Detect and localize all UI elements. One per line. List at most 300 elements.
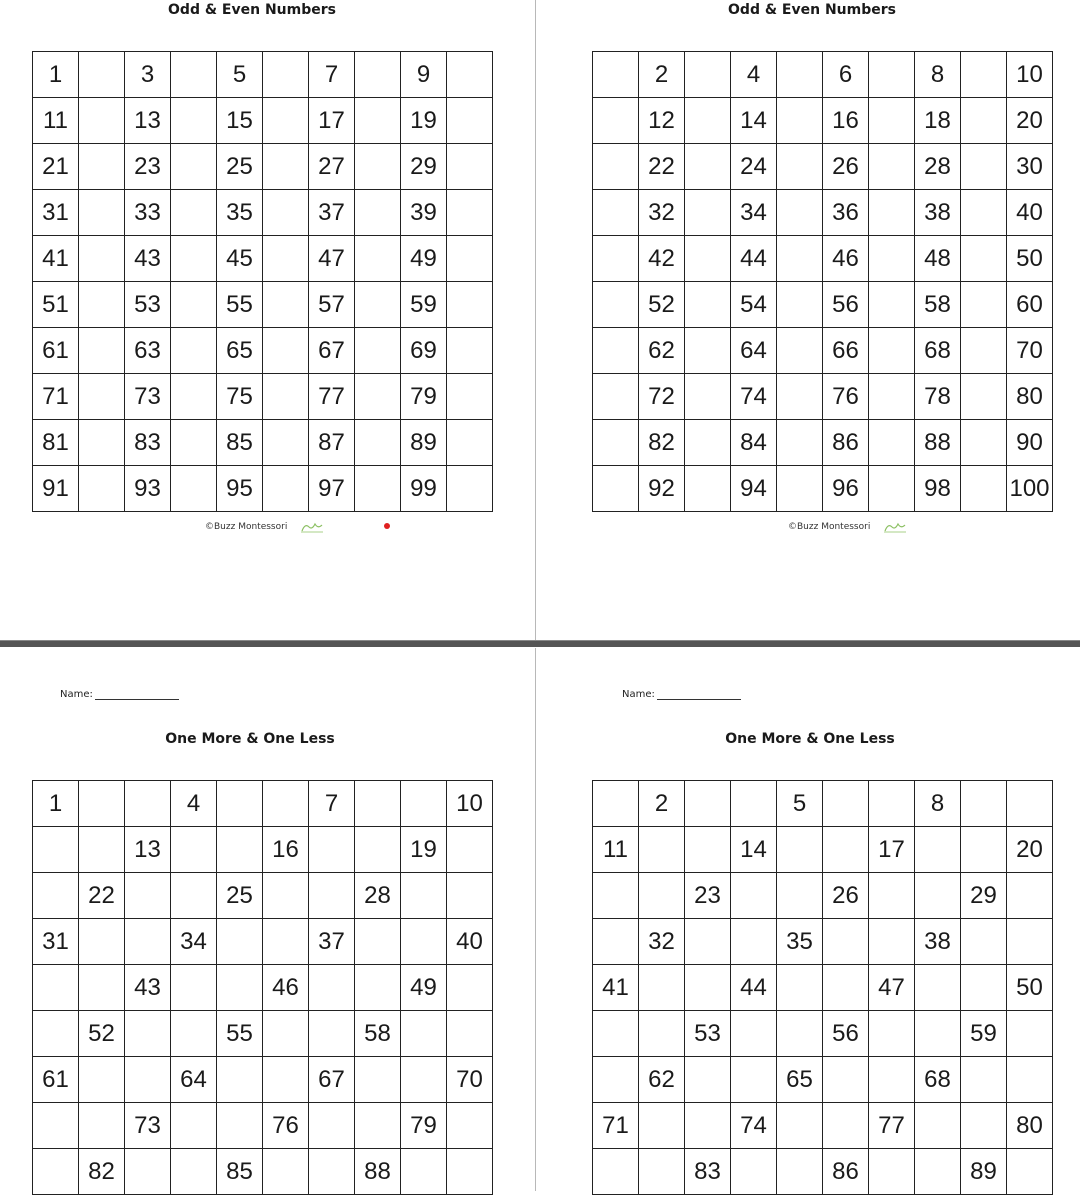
blank-cell: [869, 282, 915, 328]
blank-cell: [79, 827, 125, 873]
blank-cell: [217, 919, 263, 965]
number-cell: 56: [823, 1011, 869, 1057]
number-cell: 7: [309, 52, 355, 98]
blank-cell: [79, 374, 125, 420]
blank-cell: [171, 282, 217, 328]
number-cell: 28: [915, 144, 961, 190]
number-cell: 43: [125, 965, 171, 1011]
number-cell: 82: [639, 420, 685, 466]
blank-cell: [447, 420, 493, 466]
number-cell: 52: [79, 1011, 125, 1057]
blank-cell: [869, 1011, 915, 1057]
number-cell: 61: [33, 328, 79, 374]
blank-cell: [639, 827, 685, 873]
blank-cell: [355, 374, 401, 420]
number-cell: 1: [33, 781, 79, 827]
number-cell: 73: [125, 374, 171, 420]
number-cell: 34: [171, 919, 217, 965]
blank-cell: [869, 1149, 915, 1195]
page-divider-vertical-lower: [535, 648, 536, 1191]
number-cell: 64: [731, 328, 777, 374]
number-cell: 67: [309, 1057, 355, 1103]
number-cell: 32: [639, 919, 685, 965]
blank-cell: [731, 1011, 777, 1057]
blank-cell: [685, 190, 731, 236]
number-cell: 79: [401, 374, 447, 420]
blank-cell: [777, 420, 823, 466]
number-cell: 79: [401, 1103, 447, 1149]
blank-cell: [639, 1011, 685, 1057]
blank-cell: [263, 98, 309, 144]
number-cell: 74: [731, 374, 777, 420]
number-cell: 90: [1007, 420, 1053, 466]
number-cell: 40: [447, 919, 493, 965]
blank-cell: [263, 781, 309, 827]
blank-cell: [447, 466, 493, 512]
number-cell: 16: [823, 98, 869, 144]
one-more-one-less-grid-right: [592, 780, 1053, 1195]
blank-cell: [869, 781, 915, 827]
blank-cell: [447, 236, 493, 282]
blank-cell: [685, 1103, 731, 1149]
blank-cell: [171, 466, 217, 512]
blank-cell: [593, 328, 639, 374]
blank-cell: [869, 328, 915, 374]
blank-cell: [593, 236, 639, 282]
number-cell: 19: [401, 827, 447, 873]
number-cell: 17: [309, 98, 355, 144]
number-cell: 26: [823, 144, 869, 190]
blank-cell: [777, 466, 823, 512]
blank-cell: [685, 374, 731, 420]
blank-cell: [171, 374, 217, 420]
number-cell: 77: [869, 1103, 915, 1149]
blank-cell: [355, 466, 401, 512]
blank-cell: [355, 1057, 401, 1103]
blank-cell: [915, 965, 961, 1011]
name-blank-line: [95, 691, 179, 700]
number-cell: 80: [1007, 1103, 1053, 1149]
number-cell: 97: [309, 466, 355, 512]
blank-cell: [447, 374, 493, 420]
blank-cell: [961, 98, 1007, 144]
blank-cell: [447, 190, 493, 236]
number-cell: 47: [869, 965, 915, 1011]
number-cell: 44: [731, 965, 777, 1011]
blank-cell: [685, 328, 731, 374]
blank-cell: [869, 1057, 915, 1103]
number-cell: 88: [915, 420, 961, 466]
blank-cell: [639, 1149, 685, 1195]
number-cell: 70: [447, 1057, 493, 1103]
blank-cell: [777, 144, 823, 190]
blank-cell: [869, 374, 915, 420]
number-cell: 82: [79, 1149, 125, 1195]
number-cell: 39: [401, 190, 447, 236]
blank-cell: [593, 919, 639, 965]
blank-cell: [309, 965, 355, 1011]
credit-left: [205, 521, 325, 533]
odd-numbers-grid: [32, 51, 493, 512]
blank-cell: [685, 1057, 731, 1103]
number-cell: 86: [823, 1149, 869, 1195]
number-cell: 40: [1007, 190, 1053, 236]
number-cell: 13: [125, 98, 171, 144]
number-cell: 65: [217, 328, 263, 374]
blank-cell: [217, 1103, 263, 1149]
number-cell: 8: [915, 52, 961, 98]
blank-cell: [777, 190, 823, 236]
blank-cell: [79, 144, 125, 190]
number-cell: 7: [309, 781, 355, 827]
blank-cell: [401, 1057, 447, 1103]
blank-cell: [593, 190, 639, 236]
blank-cell: [869, 190, 915, 236]
blank-cell: [1007, 781, 1053, 827]
number-cell: 22: [79, 873, 125, 919]
number-cell: 12: [639, 98, 685, 144]
number-cell: 17: [869, 827, 915, 873]
blank-cell: [869, 52, 915, 98]
number-cell: 67: [309, 328, 355, 374]
blank-cell: [355, 52, 401, 98]
blank-cell: [869, 144, 915, 190]
blank-cell: [777, 965, 823, 1011]
blank-cell: [171, 52, 217, 98]
number-cell: 78: [915, 374, 961, 420]
number-cell: 4: [171, 781, 217, 827]
blank-cell: [593, 1149, 639, 1195]
blank-cell: [593, 52, 639, 98]
blank-cell: [961, 965, 1007, 1011]
number-cell: 44: [731, 236, 777, 282]
number-cell: 66: [823, 328, 869, 374]
blank-cell: [961, 236, 1007, 282]
number-cell: 46: [823, 236, 869, 282]
blank-cell: [961, 144, 1007, 190]
blank-cell: [355, 282, 401, 328]
blank-cell: [79, 965, 125, 1011]
number-cell: 45: [217, 236, 263, 282]
number-cell: 10: [1007, 52, 1053, 98]
number-cell: 59: [401, 282, 447, 328]
number-cell: 1: [33, 52, 79, 98]
odd-even-title-right: Odd & Even Numbers: [728, 2, 896, 18]
number-cell: 19: [401, 98, 447, 144]
blank-cell: [777, 827, 823, 873]
number-cell: 38: [915, 190, 961, 236]
number-cell: 32: [639, 190, 685, 236]
blank-cell: [961, 282, 1007, 328]
name-blank-line: [657, 691, 741, 700]
credit-text: ©Buzz Montessori: [788, 522, 871, 532]
blank-cell: [1007, 1149, 1053, 1195]
number-cell: 47: [309, 236, 355, 282]
blank-cell: [961, 1103, 1007, 1149]
number-cell: 34: [731, 190, 777, 236]
number-cell: 18: [915, 98, 961, 144]
blank-cell: [447, 144, 493, 190]
number-cell: 93: [125, 466, 171, 512]
blank-cell: [79, 190, 125, 236]
blank-cell: [309, 1103, 355, 1149]
blank-cell: [125, 781, 171, 827]
blank-cell: [823, 1057, 869, 1103]
blank-cell: [79, 236, 125, 282]
blank-cell: [1007, 873, 1053, 919]
number-cell: 51: [33, 282, 79, 328]
blank-cell: [263, 1011, 309, 1057]
number-cell: 91: [33, 466, 79, 512]
blank-cell: [639, 1103, 685, 1149]
number-cell: 62: [639, 1057, 685, 1103]
blank-cell: [171, 144, 217, 190]
number-cell: 20: [1007, 827, 1053, 873]
blank-cell: [593, 1011, 639, 1057]
number-cell: 69: [401, 328, 447, 374]
number-cell: 25: [217, 873, 263, 919]
blank-cell: [777, 1149, 823, 1195]
blank-cell: [171, 873, 217, 919]
number-cell: 38: [915, 919, 961, 965]
number-cell: 53: [685, 1011, 731, 1057]
blank-cell: [355, 328, 401, 374]
blank-cell: [869, 466, 915, 512]
number-cell: 21: [33, 144, 79, 190]
blank-cell: [263, 873, 309, 919]
blank-cell: [79, 328, 125, 374]
number-cell: 35: [777, 919, 823, 965]
number-cell: 98: [915, 466, 961, 512]
blank-cell: [731, 1149, 777, 1195]
blank-cell: [171, 190, 217, 236]
blank-cell: [79, 420, 125, 466]
blank-cell: [171, 98, 217, 144]
number-cell: 89: [401, 420, 447, 466]
blank-cell: [869, 98, 915, 144]
even-numbers-grid: [592, 51, 1053, 512]
number-cell: 68: [915, 1057, 961, 1103]
blank-cell: [593, 420, 639, 466]
blank-cell: [309, 1011, 355, 1057]
blank-cell: [731, 781, 777, 827]
number-cell: 16: [263, 827, 309, 873]
blank-cell: [447, 1149, 493, 1195]
number-cell: 86: [823, 420, 869, 466]
number-cell: 25: [217, 144, 263, 190]
blank-cell: [401, 1149, 447, 1195]
blank-cell: [777, 236, 823, 282]
number-cell: 26: [823, 873, 869, 919]
number-cell: 49: [401, 236, 447, 282]
blank-cell: [1007, 1011, 1053, 1057]
name-field-left: [60, 689, 179, 700]
number-cell: 74: [731, 1103, 777, 1149]
buzz-montessori-logo-icon: [299, 521, 325, 533]
blank-cell: [777, 328, 823, 374]
blank-cell: [639, 965, 685, 1011]
number-cell: 57: [309, 282, 355, 328]
blank-cell: [915, 1103, 961, 1149]
blank-cell: [447, 98, 493, 144]
number-cell: 70: [1007, 328, 1053, 374]
blank-cell: [33, 965, 79, 1011]
blank-cell: [79, 919, 125, 965]
blank-cell: [777, 52, 823, 98]
blank-cell: [355, 827, 401, 873]
number-cell: 75: [217, 374, 263, 420]
blank-cell: [593, 1057, 639, 1103]
number-cell: 71: [593, 1103, 639, 1149]
blank-cell: [961, 52, 1007, 98]
number-cell: 62: [639, 328, 685, 374]
blank-cell: [355, 965, 401, 1011]
blank-cell: [593, 466, 639, 512]
blank-cell: [355, 98, 401, 144]
blank-cell: [125, 873, 171, 919]
blank-cell: [869, 420, 915, 466]
number-cell: 50: [1007, 965, 1053, 1011]
blank-cell: [685, 781, 731, 827]
blank-cell: [401, 1011, 447, 1057]
blank-cell: [79, 282, 125, 328]
blank-cell: [263, 144, 309, 190]
number-cell: 87: [309, 420, 355, 466]
number-cell: 76: [823, 374, 869, 420]
odd-even-title-left: Odd & Even Numbers: [168, 2, 336, 18]
blank-cell: [777, 1103, 823, 1149]
blank-cell: [79, 1103, 125, 1149]
blank-cell: [961, 919, 1007, 965]
blank-cell: [447, 1011, 493, 1057]
number-cell: 24: [731, 144, 777, 190]
one-more-one-less-title-left: One More & One Less: [165, 731, 335, 747]
blank-cell: [961, 374, 1007, 420]
number-cell: 52: [639, 282, 685, 328]
number-cell: 95: [217, 466, 263, 512]
blank-cell: [961, 420, 1007, 466]
number-cell: 2: [639, 52, 685, 98]
blank-cell: [685, 827, 731, 873]
blank-cell: [447, 827, 493, 873]
blank-cell: [79, 781, 125, 827]
blank-cell: [217, 827, 263, 873]
number-cell: 83: [685, 1149, 731, 1195]
blank-cell: [823, 827, 869, 873]
blank-cell: [593, 144, 639, 190]
blank-cell: [685, 965, 731, 1011]
number-cell: 81: [33, 420, 79, 466]
number-cell: 65: [777, 1057, 823, 1103]
blank-cell: [731, 873, 777, 919]
number-cell: 2: [639, 781, 685, 827]
blank-cell: [309, 873, 355, 919]
blank-cell: [401, 919, 447, 965]
blank-cell: [961, 328, 1007, 374]
blank-cell: [685, 420, 731, 466]
number-cell: 31: [33, 919, 79, 965]
number-cell: 94: [731, 466, 777, 512]
number-cell: 84: [731, 420, 777, 466]
number-cell: 85: [217, 1149, 263, 1195]
blank-cell: [777, 282, 823, 328]
blank-cell: [685, 466, 731, 512]
blank-cell: [447, 965, 493, 1011]
number-cell: 41: [593, 965, 639, 1011]
number-cell: 4: [731, 52, 777, 98]
blank-cell: [309, 1149, 355, 1195]
number-cell: 42: [639, 236, 685, 282]
blank-cell: [593, 282, 639, 328]
credit-text: ©Buzz Montessori: [205, 522, 288, 532]
blank-cell: [33, 1103, 79, 1149]
blank-cell: [869, 236, 915, 282]
number-cell: 49: [401, 965, 447, 1011]
number-cell: 30: [1007, 144, 1053, 190]
number-cell: 29: [961, 873, 1007, 919]
number-cell: 36: [823, 190, 869, 236]
blank-cell: [171, 965, 217, 1011]
number-cell: 80: [1007, 374, 1053, 420]
number-cell: 89: [961, 1149, 1007, 1195]
blank-cell: [961, 781, 1007, 827]
number-cell: 58: [915, 282, 961, 328]
number-cell: 13: [125, 827, 171, 873]
number-cell: 15: [217, 98, 263, 144]
number-cell: 20: [1007, 98, 1053, 144]
blank-cell: [639, 873, 685, 919]
number-cell: 61: [33, 1057, 79, 1103]
blank-cell: [685, 144, 731, 190]
blank-cell: [125, 1011, 171, 1057]
blank-cell: [355, 190, 401, 236]
number-cell: 85: [217, 420, 263, 466]
red-marker-dot: [384, 523, 390, 529]
number-cell: 83: [125, 420, 171, 466]
number-cell: 88: [355, 1149, 401, 1195]
blank-cell: [685, 282, 731, 328]
number-cell: 53: [125, 282, 171, 328]
blank-cell: [79, 52, 125, 98]
blank-cell: [685, 919, 731, 965]
number-cell: 72: [639, 374, 685, 420]
number-cell: 56: [823, 282, 869, 328]
blank-cell: [823, 781, 869, 827]
buzz-montessori-logo-icon: [882, 521, 908, 533]
number-cell: 14: [731, 827, 777, 873]
blank-cell: [79, 98, 125, 144]
blank-cell: [593, 873, 639, 919]
name-label: Name:: [622, 689, 655, 700]
blank-cell: [447, 328, 493, 374]
number-cell: 29: [401, 144, 447, 190]
number-cell: 76: [263, 1103, 309, 1149]
blank-cell: [33, 873, 79, 919]
blank-cell: [961, 466, 1007, 512]
blank-cell: [171, 1149, 217, 1195]
blank-cell: [447, 282, 493, 328]
blank-cell: [171, 328, 217, 374]
blank-cell: [217, 1057, 263, 1103]
blank-cell: [731, 1057, 777, 1103]
blank-cell: [171, 236, 217, 282]
blank-cell: [869, 919, 915, 965]
number-cell: 92: [639, 466, 685, 512]
blank-cell: [217, 965, 263, 1011]
blank-cell: [355, 144, 401, 190]
number-cell: 11: [593, 827, 639, 873]
number-cell: 33: [125, 190, 171, 236]
